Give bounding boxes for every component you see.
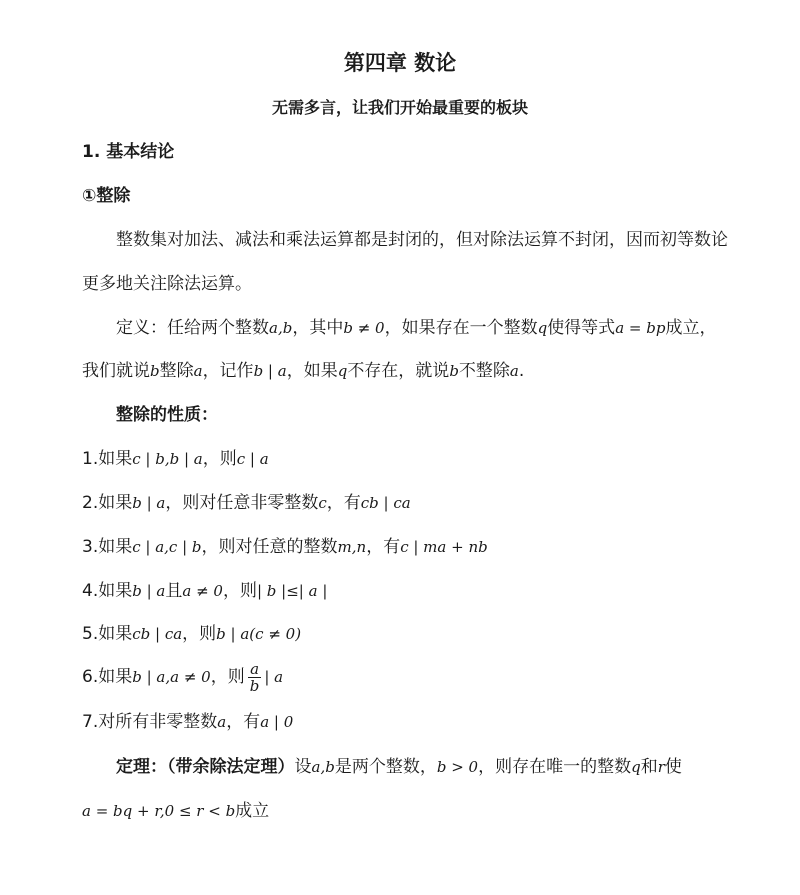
math: b ≠ 0: [343, 319, 385, 337]
math: q: [337, 362, 348, 380]
text: ，则对任意非零整数: [165, 493, 319, 513]
text: ，则: [222, 581, 257, 601]
text: 使: [664, 757, 682, 777]
math: | b |≤| a |: [256, 582, 328, 600]
text: 成立，: [665, 318, 717, 338]
fraction: [248, 661, 262, 694]
text: 成立: [235, 801, 270, 821]
math: a: [193, 362, 203, 380]
text: ，其中: [292, 318, 344, 338]
math: q: [537, 319, 548, 337]
math: b | a: [253, 362, 287, 380]
math: b: [449, 362, 459, 380]
text: ，则存在唯一的整数: [478, 757, 632, 777]
intro-line-1: 整数集对加法、减法和乘法运算都是封闭的，但对除法运算不封闭，因而初等数论: [116, 230, 728, 250]
math: a: [217, 713, 227, 731]
text: ，如果: [286, 361, 338, 381]
chapter-subtitle: 无需多言，让我们开始最重要的板块: [271, 98, 528, 117]
text: ，则: [210, 667, 245, 687]
math: a,b: [311, 758, 335, 776]
text: 和: [640, 757, 658, 777]
fraction-numerator: a: [248, 661, 262, 678]
section-heading: 1. 基本结论: [82, 142, 175, 162]
math: c | a,c | b: [132, 538, 202, 556]
theorem-line-1: [116, 756, 682, 778]
math: cb | ca: [360, 494, 411, 512]
text: ，记作: [202, 361, 254, 381]
property-6: [82, 659, 283, 695]
property-2: [82, 492, 411, 514]
math: a,b: [269, 319, 293, 337]
math: c | b,b | a: [132, 450, 203, 468]
property-1: [82, 448, 269, 470]
property-3: [82, 536, 488, 558]
text: ，则: [202, 449, 237, 469]
text: 且: [165, 581, 183, 601]
text: 7.对所有非零整数: [82, 712, 218, 732]
math: a: [509, 362, 519, 380]
property-5: [82, 623, 301, 645]
text: 2.如果: [82, 493, 133, 513]
fraction-denominator: b: [249, 676, 260, 695]
math: b: [150, 362, 160, 380]
math: b > 0: [436, 758, 479, 776]
text: 我们就说: [82, 361, 150, 381]
intro-line-2: 更多地关注除法运算。: [82, 274, 252, 294]
math: a ≠ 0: [182, 582, 223, 600]
math: c: [318, 494, 327, 512]
math: a = bq + r,0 ≤ r < b: [82, 802, 236, 820]
math: c | ma + nb: [400, 538, 488, 556]
math: cb | ca: [132, 625, 183, 643]
properties-heading: 整除的性质：: [116, 405, 218, 425]
text: 1.如果: [82, 449, 133, 469]
math: a = bp: [615, 319, 666, 337]
text: 6.如果: [82, 667, 133, 687]
text: 定义：任给两个整数: [116, 318, 269, 338]
math: b | a(c ≠ 0): [216, 625, 302, 643]
math: b | a,a ≠ 0: [132, 668, 211, 686]
text: 不存在，就说: [347, 361, 450, 381]
text: ，如果存在一个整数: [384, 318, 538, 338]
text: ，有: [326, 493, 361, 513]
text: 3.如果: [82, 537, 133, 557]
math: c | a: [236, 450, 269, 468]
chapter-title: 第四章 数论: [343, 51, 457, 75]
text: .: [518, 361, 525, 381]
math: a | 0: [260, 713, 294, 731]
text: 5.如果: [82, 624, 133, 644]
text: ，有: [226, 712, 261, 732]
text: ，则: [182, 624, 217, 644]
math: q: [631, 758, 641, 776]
math: b | a: [132, 582, 166, 600]
text: 使得等式: [547, 318, 616, 338]
text: 不整除: [458, 361, 510, 381]
property-7: [82, 711, 293, 733]
theorem-label: 定理：（带余除法定理）: [116, 757, 295, 777]
math: b | a: [132, 494, 166, 512]
text: 整除: [159, 361, 194, 381]
definition-line-2: [82, 360, 524, 382]
math: | a: [264, 668, 284, 686]
property-4: [82, 580, 327, 602]
text: 设: [294, 757, 312, 777]
subsection-heading: ①整除: [82, 186, 131, 206]
math: m,n: [337, 538, 367, 556]
math: r: [657, 758, 665, 776]
theorem-line-2: [82, 800, 269, 822]
text: ，有: [366, 537, 401, 557]
definition-line-1: [116, 317, 716, 339]
text: 是两个整数，: [334, 757, 437, 777]
text: ，则对任意的整数: [201, 537, 338, 557]
text: 4.如果: [82, 581, 133, 601]
